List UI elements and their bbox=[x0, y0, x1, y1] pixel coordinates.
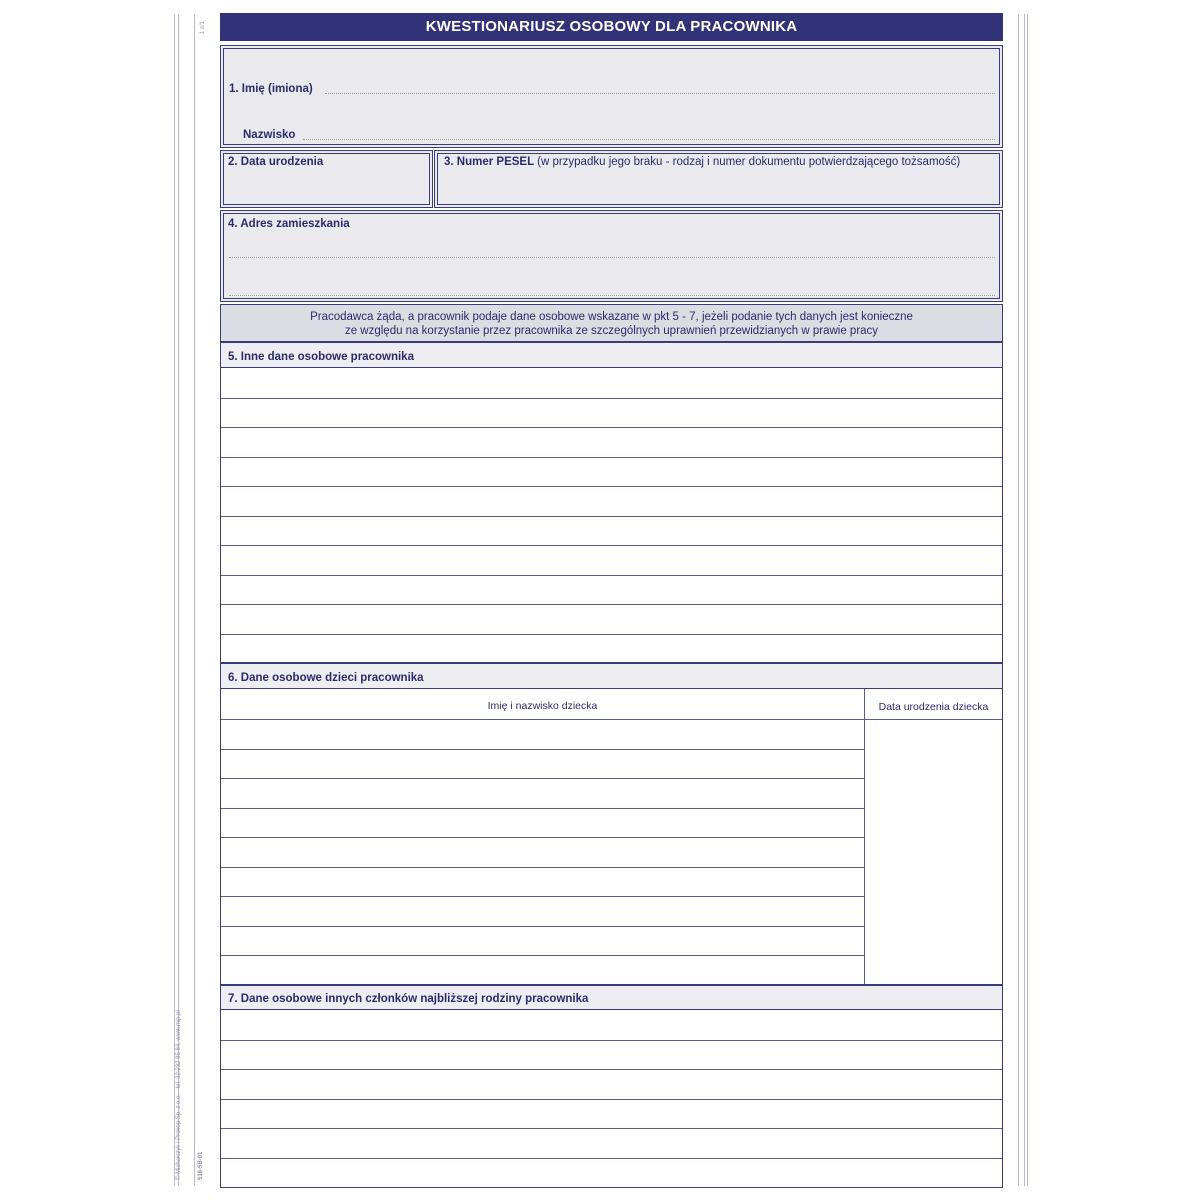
address-line-2[interactable] bbox=[229, 295, 995, 296]
section-7-label: 7. Dane osobowe innych członków najbliższej rodziny pracownika bbox=[228, 993, 589, 1005]
surname-field[interactable] bbox=[303, 139, 995, 140]
section-5-label: 5. Inne dane osobowe pracownika bbox=[228, 351, 414, 363]
child-name-column[interactable] bbox=[221, 720, 864, 984]
name-inner-box bbox=[223, 48, 1000, 145]
section-6-header bbox=[221, 664, 1002, 689]
notice-box bbox=[220, 304, 1003, 342]
section-5-header bbox=[221, 343, 1002, 368]
address-section bbox=[220, 210, 1003, 302]
margin-line bbox=[194, 14, 195, 1186]
section-6-label: 6. Dane osobowe dzieci pracownika bbox=[228, 672, 424, 684]
margin-line bbox=[174, 14, 175, 1186]
margin-line bbox=[1024, 14, 1025, 1186]
address-line-1[interactable] bbox=[229, 257, 995, 258]
side-form-code: 518-5B-01 bbox=[198, 1151, 204, 1180]
section-5-writing-area[interactable] bbox=[221, 369, 1002, 662]
pesel-section bbox=[434, 150, 1003, 208]
pesel-field[interactable] bbox=[441, 173, 996, 201]
col-child-birth-date-header: Data urodzenia dziecka bbox=[878, 701, 989, 713]
surname-label: Nazwisko bbox=[243, 129, 296, 141]
form-title: KWESTIONARIUSZ OSOBOWY DLA PRACOWNIKA bbox=[220, 13, 1003, 41]
address-label: 4. Adres zamieszkania bbox=[228, 218, 350, 230]
section-5 bbox=[220, 342, 1003, 663]
child-birth-date-column[interactable] bbox=[865, 720, 1002, 984]
side-imprint: © Michalczyk i Prokop Sp. z o.o. · tel. 32 232 85 84, www.mip.pl bbox=[176, 1010, 182, 1180]
section-6 bbox=[220, 663, 1003, 985]
birth-date-section bbox=[220, 150, 433, 208]
birth-date-field[interactable] bbox=[227, 173, 425, 201]
col-child-name-header: Imię i nazwisko dziecka bbox=[487, 700, 598, 712]
notice-line-1: Pracodawca żąda, a pracownik podaje dane osobowe wskazane w pkt 5 - 7, jeżeli podanie tych danych jest konieczne bbox=[310, 311, 913, 323]
section-7-header bbox=[221, 986, 1002, 1010]
right-margin bbox=[1014, 14, 1030, 1186]
notice-line-2: ze względu na korzystanie przez pracownika ze szczególnych uprawnień przewidzianych w prawie pracy bbox=[344, 325, 879, 337]
section-7 bbox=[220, 985, 1003, 1188]
section-7-writing-area[interactable] bbox=[221, 1011, 1002, 1187]
pesel-note: (w przypadku jego braku - rodzaj i numer dokumentu potwierdzającego tożsamość) bbox=[537, 156, 961, 168]
margin-line bbox=[1027, 14, 1028, 1186]
first-name-label: 1. Imię (imiona) bbox=[229, 83, 313, 95]
first-name-field[interactable] bbox=[325, 93, 995, 94]
side-code-top: 1 z/1 bbox=[200, 20, 206, 34]
margin-line bbox=[1018, 14, 1019, 1186]
name-section bbox=[220, 45, 1003, 148]
pesel-label-main: 3. Numer PESEL bbox=[444, 156, 534, 168]
pesel-label bbox=[444, 156, 960, 168]
birth-date-label: 2. Data urodzenia bbox=[228, 156, 324, 168]
